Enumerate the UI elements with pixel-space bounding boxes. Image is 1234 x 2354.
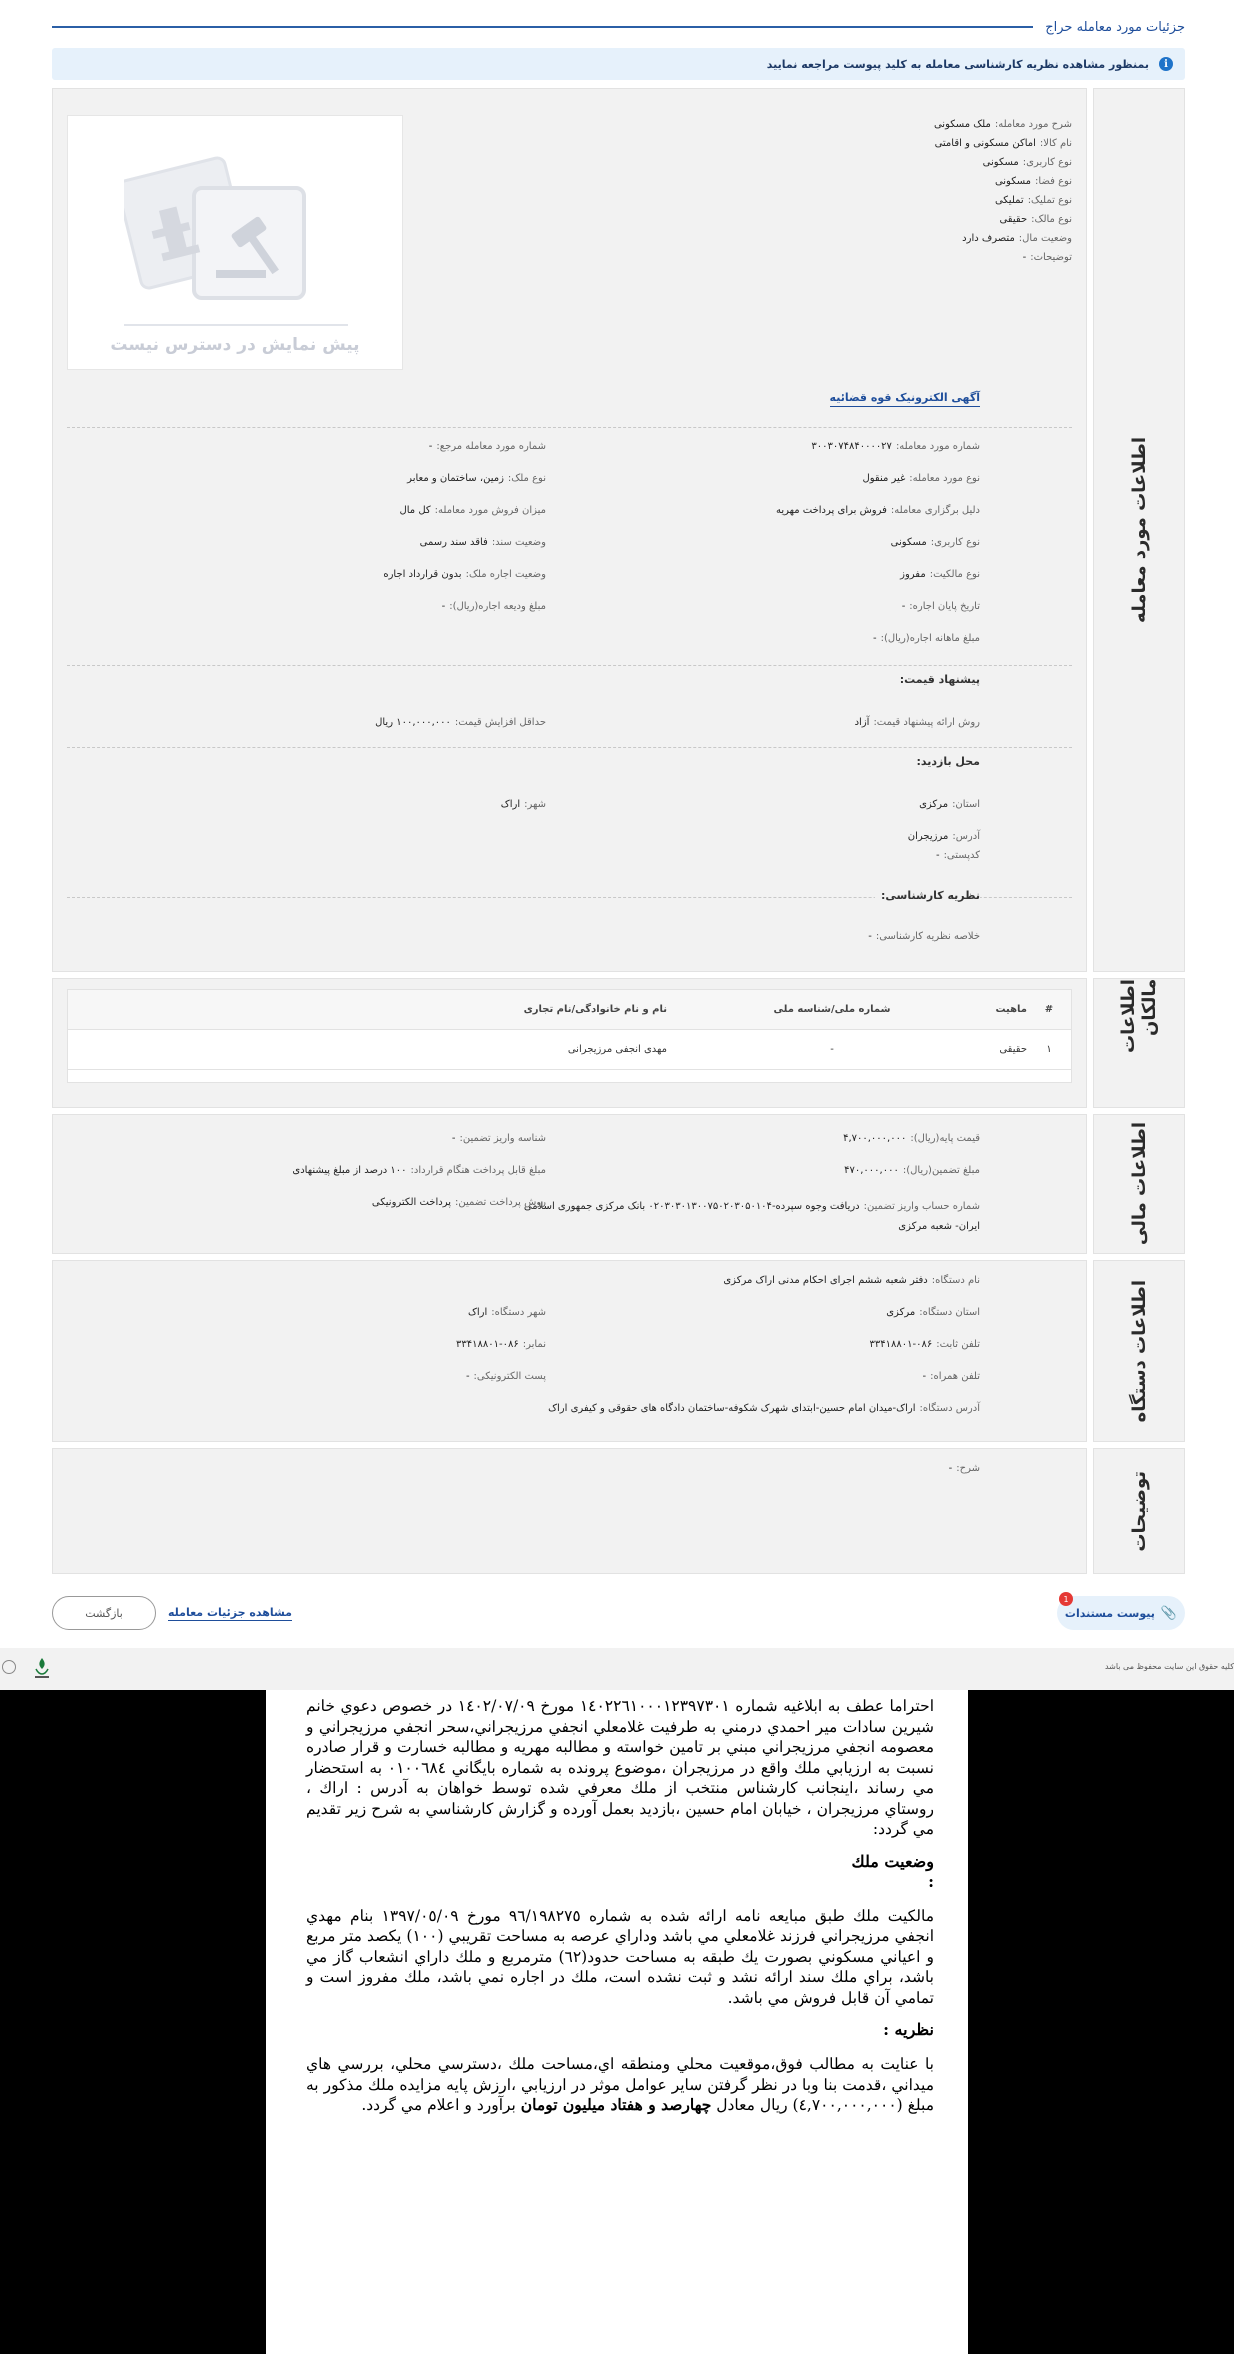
device-section	[52, 1260, 1185, 1442]
deposit-id: شناسه واریز تضمین:-	[451, 1133, 546, 1144]
notes-section-label: توضیحات	[1093, 1448, 1185, 1574]
deal-description: شرح مورد معامله:ملک مسکونی	[933, 119, 1072, 130]
deal-number: شماره مورد معامله:۳۰۰۳۰۷۴۸۴۰۰۰۰۲۷	[811, 441, 980, 452]
report-property-paragraph: مالكيت ملك طبق مبايعه نامه ارائه شده به شماره ٩٦/١٩٨٢٧٥ مورخ ١٣٩٧/٠٥/٠٩ بنام مهدي انجفي مرزيجراني فرزند غلامعلي مي باشد وداراي عرصه به مساحت تقريبي (١٠٠) يكصد متر مربع و اعياني مسكوني بصورت يك طبقه به مساحت حدود(٦٢) مترمربع و ملك داراي انشعاب گاز مي باشد، براي ملك سند ارائه نشد و ثبت نشده است، ملك در اجاره نمي باشد، ملك مفروز است و تمامي آن قابل فروش مي باشد.	[306, 1906, 934, 2007]
device-phone: تلفن ثابت:۰۸۶-۳۳۴۱۸۸۰۱	[869, 1339, 980, 1350]
reference-deal-number: شماره مورد معامله مرجع:-	[428, 441, 546, 452]
item-name: نام کالا:اماکن مسکونی و اقامتی	[934, 138, 1072, 149]
visit-postal-code: کدپستی:-	[935, 850, 980, 861]
guarantee-account: شماره حساب واریز تضمین:دریافت وجوه سپرده-۰۲۰۳۰۳۰۱۳۰۰۷۵۰۲۰۳۰۵۰۱۰۴ بانک مرکزی جمهوری اسلامی ایران- شعبه مرکزی	[523, 1201, 980, 1232]
visit-location-heading: محل بازدید:	[916, 755, 980, 768]
rent-deposit: مبلغ ودیعه اجاره(ریال):-	[441, 601, 546, 612]
guarantee-amount: مبلغ تضمین(ریال):۴۷۰,۰۰۰,۰۰۰	[844, 1165, 980, 1176]
deal-section-body	[52, 88, 1087, 972]
owners-section-body	[52, 978, 1087, 1108]
notes-description: شرح:-	[948, 1463, 980, 1474]
info-bar	[52, 48, 1185, 80]
guarantee-payment-method: روش پرداخت تضمین:پرداخت الکترونیکی	[371, 1197, 546, 1208]
row-national-id: -	[830, 1044, 834, 1055]
copyright-text: کلیه حقوق این سایت محفوظ می باشد	[1104, 1662, 1234, 1671]
deal-reason: دلیل برگزاری معامله:فروش برای پرداخت مهریه	[775, 505, 980, 516]
report-heading-opinion: نظريه :	[883, 2020, 934, 2039]
expert-summary: خلاصه نظریه کارشناسی:-	[868, 931, 980, 942]
lease-status: وضعیت اجاره ملک:بدون قرارداد اجاره	[383, 569, 546, 580]
col-national-id: شماره ملی/شناسه ملی	[773, 1004, 891, 1015]
table-footer	[68, 1070, 1071, 1082]
footer	[0, 1648, 1234, 1690]
table-row	[68, 1030, 1071, 1070]
notes-section	[52, 1448, 1185, 1574]
payable-at-contract: مبلغ قابل پرداخت هنگام قرارداد:۱۰۰ درصد از مبلغ پیشنهادی	[292, 1165, 546, 1176]
property-type: نوع ملک:زمین، ساختمان و معابر	[407, 473, 546, 484]
col-owner-name: نام و نام خانوادگی/نام تجاری	[523, 1004, 667, 1015]
owner-type: نوع مالک:حقیقی	[999, 214, 1072, 225]
deal-details-link[interactable]: مشاهده جزئیات معامله	[168, 1606, 292, 1619]
row-kind: حقیقی	[999, 1044, 1027, 1055]
header-divider	[52, 26, 1033, 28]
usage-type: نوع کاربری:مسکونی	[982, 157, 1072, 168]
image-preview	[67, 115, 403, 370]
bottom-action-bar	[52, 1592, 1185, 1634]
preview-unavailable-text: پیش نمایش در دسترس نیست	[110, 335, 360, 355]
finance-section-body	[52, 1114, 1087, 1254]
visit-province: استان:مرکزی	[919, 799, 980, 810]
sale-portion: میزان فروش مورد معامله:کل مال	[399, 505, 546, 516]
report-heading-property-status: وضعيت ملك	[851, 1851, 934, 1871]
device-name: نام دستگاه:دفتر شعبه ششم اجرای احکام مدنی اراک مرکزی	[723, 1275, 980, 1286]
min-price-increase: حداقل افزایش قیمت:۱۰۰,۰۰۰,۰۰۰ ریال	[375, 717, 546, 728]
secondary-logo-icon	[2, 1660, 16, 1674]
expert-opinion-heading: نظریه کارشناسی:	[875, 889, 980, 902]
monthly-rent: مبلغ ماهانه اجاره(ریال):-	[872, 633, 980, 644]
device-section-label: اطلاعات دستگاه	[1093, 1260, 1185, 1442]
report-opinion-paragraph: با عنايت به مطالب فوق،موقعيت محلي ومنطقه اي،مساحت ملك ،دسترسي محلي، بررسي هاي ميداني ،قدمت بنا وبا در نظر گرفتن ساير عوامل موثر در ارزيابي ،ارزش پايه مزايده ملك مذكور به مبلغ (٤,٧٠٠,٠٠٠,٠٠٠) ريال معادل چهارصد و هفتاد ميليون تومان برآورد و اعلام مي گردد.	[306, 2055, 934, 2114]
device-section-body	[52, 1260, 1087, 1442]
device-address: آدرس دستگاه:اراک-میدان امام حسین-ابتدای شهرک شکوفه-ساختمان دادگاه های حقوقی و کیفری اراک	[548, 1403, 980, 1414]
owners-section-label: اطلاعات مالکان	[1093, 978, 1185, 1108]
attachments-count-badge: 1	[1059, 1592, 1073, 1606]
paperclip-icon: 📎	[1160, 1605, 1178, 1621]
ownership-transfer-type: نوع تملیک:تملیکی	[994, 195, 1072, 206]
device-email: پست الکترونیکی:-	[465, 1371, 546, 1382]
device-city: شهر دستگاه:اراک	[467, 1307, 546, 1318]
usage-type-2: نوع کاربری:مسکونی	[890, 537, 980, 548]
owners-table	[67, 989, 1072, 1083]
back-button[interactable]: بازگشت	[52, 1596, 156, 1630]
deal-section	[52, 88, 1185, 972]
finance-section	[52, 1114, 1185, 1254]
ownership-type: نوع مالکیت:مفروز	[900, 569, 980, 580]
divider	[67, 427, 1072, 428]
expert-report-page	[266, 1690, 968, 2354]
info-icon: i	[1159, 57, 1173, 71]
deal-item-type: نوع مورد معامله:غیر منقول	[862, 473, 980, 484]
offer-heading: پیشنهاد قیمت:	[899, 673, 980, 686]
electronic-ad-link[interactable]: آگهی الکترونیک قوه قضائیه	[830, 391, 980, 407]
device-mobile: تلفن همراه:-	[922, 1371, 980, 1382]
attachments-button[interactable]	[1057, 1596, 1185, 1630]
visit-city: شهر:اراک	[500, 799, 546, 810]
lease-end-date: تاریخ پایان اجاره:-	[901, 601, 980, 612]
col-index: #	[1044, 1004, 1054, 1015]
judiciary-emblem-icon	[30, 1656, 54, 1680]
divider	[67, 665, 1072, 666]
gavel-placeholder-icon	[124, 138, 348, 328]
finance-section-label: اطلاعات مالی	[1093, 1114, 1185, 1254]
device-province: استان دستگاه:مرکزی	[886, 1307, 980, 1318]
property-status: وضعیت مال:متصرف دارد	[962, 233, 1072, 244]
report-heading-colon: :	[928, 1871, 934, 1891]
device-fax: نمابر:۰۸۶-۳۳۴۱۸۸۰۱	[456, 1339, 546, 1350]
base-price: قیمت پایه(ریال):۴,۷۰۰,۰۰۰,۰۰۰	[843, 1133, 980, 1144]
row-index: ۱	[1046, 1044, 1052, 1055]
page-title: جزئیات مورد معامله حراج	[1045, 19, 1185, 35]
deal-section-label: اطلاعات مورد معامله	[1093, 88, 1185, 972]
visit-address: آدرس:مرزیجران	[907, 831, 980, 842]
owners-table-header	[68, 990, 1071, 1030]
report-intro-paragraph: احتراما عطف به ابلاغيه شماره ١٤٠٢٢٦١٠٠٠١٢٣٩٧٣٠١ مورخ ١٤٠٢/٠٧/٠٩ در خصوص دعوي خانم شيرين سادات مير احمدي درمني به طرفيت غلامعلي انجفي مرزيجراني،سحر انجفي مرزيجراني و معصومه انجفي مرزيجراني مبني بر تامين خواسته و مطالبه مهريه و مطالبه خسارت و قرار صادره نسبت به ارزيابي ملك واقع در مرزيجران ،موضوع پرونده به شماره بايگاني ٠١٠٠٦٨٤ به استحضار مي رساند ،اينجانب كارشناس منتخب از ملك معرفي شده توسط خواهان به آدرس : اراك ، روستاي مرزيجران ، خيابان امام حسين ،بازديد بعمل آورده و گزارش كارشناسي به شرح زير تقديم مي گردد:	[306, 1697, 934, 1838]
info-text: بمنظور مشاهده نظریه کارشناسی معامله به کلید پیوست مراجعه نمایید	[766, 57, 1149, 71]
owners-section	[52, 978, 1185, 1108]
offer-method: روش ارائه پیشنهاد قیمت:آزاد	[854, 717, 980, 728]
deed-status: وضعیت سند:فاقد سند رسمی	[419, 537, 546, 548]
divider	[67, 747, 1072, 748]
notes-section-body	[52, 1448, 1087, 1574]
space-type: نوع فضا:مسکونی	[994, 176, 1072, 187]
deal-notes: توضیحات:-	[1022, 252, 1072, 263]
scanned-document-area	[0, 1690, 1234, 2354]
attachments-label: پیوست مستندات	[1064, 1606, 1155, 1620]
page-header	[52, 14, 1185, 40]
row-owner-name: مهدی انجفی مرزیجرانی	[567, 1044, 667, 1055]
col-kind: ماهیت	[995, 1004, 1027, 1015]
